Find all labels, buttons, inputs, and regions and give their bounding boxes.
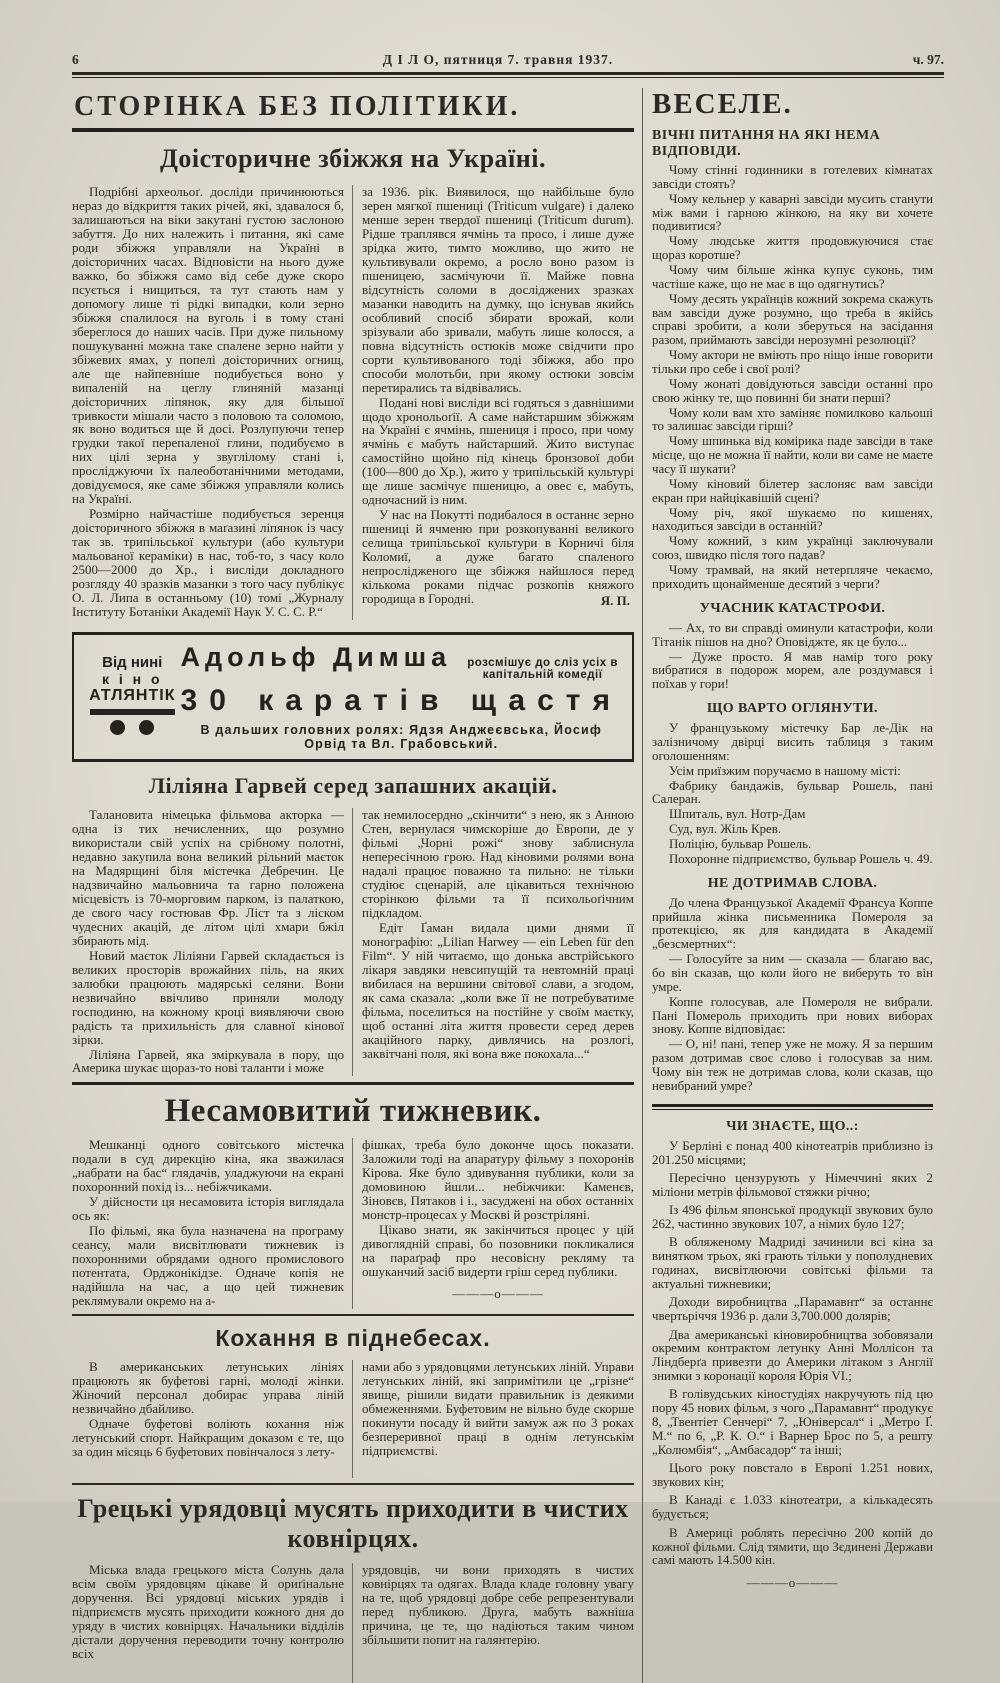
- article-harvey: [72, 773, 634, 1085]
- paragraph: Новий маєток Ліліяни Гарвей складається із великих просторів врожайних піль, на яких залюбки працюють мадярські селяни. Вони незвичайно ввічливо приняли молоду господиню, на кожному кроці виявляючи свою радість та прихильність для славної кінової зірки.: [72, 949, 344, 1047]
- article-weekly-title: Несамовитий тижневик.: [72, 1093, 634, 1130]
- ad-venue-bar: [90, 709, 175, 715]
- cinema-ad-venue: [84, 654, 181, 740]
- paragraph: Коппе голосував, але Помероля не вибрали. Пані Помероль приходить при нових виборах знову. Коппе відповідає:: [652, 996, 933, 1038]
- article-grain-col2: [352, 185, 634, 620]
- paragraph: Подані нові висліди всі годяться з давнішими щодо хронольоґії. А саме найстаршим збіжжям на Україні є ячмінь, пшениця і просо, при чому ячмінь є мабуть найстарший. Жито виступає самостійно щойно під кінець бронзової доби (100—800 до Хр.), жито у трипільській культурі ще лише засмічує пшеницю, а овес є, мабуть, одночасний із ним.: [362, 396, 634, 508]
- paragraph: До члена Французької Академії Франсуа Коппе прийшла жінка письменника Помероля за протекцією, як для кандидата в Академії „безсмертних“:: [652, 897, 933, 952]
- paragraph: В голівудських кіностудіях накручують під цю пору 45 нових фільм, з чого „Парамавнт“ продукує 8, „Твентіет Сенчері“ 7, „Юніверсал“ і „Метро Ґ. М.“ по 6, „Р. К. О.“ і Варнер Брос по 5, а решту „Колюмбія“, „Амбасадор“ та інші;: [652, 1388, 933, 1457]
- article-weekly-col1: [72, 1138, 352, 1309]
- paragraph: Чому трамвай, на який нетерпляче чекаємо, приходить щонайменше десятий з черги?: [652, 564, 933, 592]
- article-harvey-col1: [72, 808, 352, 1076]
- paragraph: По фільмі, яка була назначена на програму сеансу, мали висвітлювати тижневик із похоронними обрядами одного промислового потентата, Орджонікідзе. Одначе копія не надійшла на час, а що цей тижневик реклямували окремо на а-: [72, 1224, 344, 1308]
- paragraph: за 1936. рік. Виявилося, що найбільше було зерен мягкої пшениці (Triticum vulgare) і далеко менше зерен твердої пшениці (Triticum durum). Рідше траплявся ячмінь та просо, і лише дуже зрідка жито, тимто можливо, що жито не культивували окремо, а росло воно разом із пшеницею, засмічуючи її. Майже повна відсутність соломи в досліджених зразках мазанки наводить на думку, що існував якийсь особливий спосіб збирати врожай, коли зрізували або зривали, мабуть лише колосся, а повна відсутність остюків може свідчити про сорти культивованого тоді збіжжя, або про способи молотьби, при якому остюки зовсім перетирались та відвівались.: [362, 185, 634, 395]
- paragraph: Суд, вул. Жіль Крев.: [652, 823, 933, 837]
- paragraph: — Дуже просто. Я мав намір того року вибратися в подорож морем, але роздумався і поїхав у гори!: [652, 651, 933, 693]
- paragraph: фішках, треба було доконче щось показати. Заложили тоді на апаратуру фільму з похоронів Кірова. Яке було здивування публики, коли за домовиною йшли... небіжчики: Каменєв, Зіновєв, Пятаков і і., засуджені на обох останніх монстр-процесах у Москві й розстріляні.: [362, 1138, 634, 1222]
- article-love-title: Кохання в піднебесах.: [72, 1325, 634, 1352]
- ad-dot-icon: [110, 720, 125, 735]
- left-section: [72, 88, 634, 1683]
- eternal-questions-list: [652, 164, 933, 592]
- paragraph: так немилосердно „скінчити“ з нею, як з Анною Стен, вернулася чимскоріше до Европи, де у фільмі „Чорні рожі“ знову заблиснула непересічною грою. Над кіновими ролями вона надалі працює поважно та пильно: не тільки студіює сценарій, але цікавиться технічною сторінкою фільми та її психольоґічним підкладом.: [362, 808, 634, 920]
- did-you-know-title: ЧИ ЗНАЄТЕ, ЩО..:: [652, 1119, 933, 1135]
- paragraph: Розмірно найчастіше подибується зеренця доісторичного збіжжя в маґазині ліпянок із часу так зв. трипільської культури (або культури мальованої кераміки) в нас, тоб-то, з часу коло 2500—2000 до Хр., і висліди докладного розгляду 40 зразків мазанки з того часу публікує О. Л. Липа в останньому (10) томі „Журналу Інституту Ботаніки Академії Наук У. С. С. Р.“: [72, 507, 344, 619]
- paragraph: Цікаво знати, як закінчиться процес у цій дивоглядній справі, бо позовники покликалися на параґраф про несовісну рекляму та ошуканчий засіб видерти гріш серед публики.: [362, 1223, 634, 1279]
- paragraph: Чому стінні годинники в готелевих кімнатах завсіди стоять?: [652, 164, 933, 192]
- article-greek-columns: [72, 1563, 634, 1683]
- masthead: Д І Л О, пятниця 7. травня 1937.: [142, 52, 854, 68]
- catastrophe-text: [652, 622, 933, 692]
- o-divider: ———о———: [652, 1575, 933, 1591]
- eternal-questions-title: ВІЧНІ ПИТАННЯ НА ЯКІ НЕМА ВІДПОВІДИ.: [652, 128, 933, 160]
- paragraph: нами або з урядовцями летунських ліній. Управи летунських ліній, які запримітили це „грізне“ явище, рішили видати правильник із деякими обмеженнями. Буфетовим не вільно буде скорше покинути посаду й вийти замуж аж по 3 роках безпереривної праці в однім летунськім підприємстві.: [362, 1360, 634, 1458]
- paragraph: У нас на Покутті подибалося в останнє зерно пшениці й ячменю при розкопуванні великого селища трипільської культури в Корничі біля Коломиї, а дуже багато спаленого непрослідженого ще збіжжя найшлося перед кількома роками підчас розкопів княжого городища в Городні.: [362, 508, 634, 606]
- did-you-know-story: [652, 1119, 933, 1592]
- cinema-ad: [72, 632, 634, 762]
- ad-star-name: Адольф Димша: [181, 642, 452, 673]
- paragraph: Чому кожний, з ким українці заключували союз, швидко після того падав?: [652, 535, 933, 563]
- issue-number: ч. 97.: [854, 52, 944, 68]
- broken-word-text: [652, 897, 933, 1094]
- paragraph: Чому кіновий білетер заслоняє вам завсіди екран при найцікавішій сцені?: [652, 478, 933, 506]
- article-weekly-columns: [72, 1138, 634, 1309]
- worth-seeing-text: [652, 722, 933, 867]
- ad-dot-icon: [139, 720, 154, 735]
- article-weekly-col2-text: [362, 1138, 634, 1279]
- left-section-title: СТОРІНКА БЕЗ ПОЛІТИКИ.: [72, 88, 634, 128]
- paragraph: Одначе буфетові воліють кохання ніж летунський спорт. Найкращим доказом є те, що за один місяць 6 буфетових повінчалося з лету-: [72, 1417, 344, 1459]
- paragraph: Талановита німецька фільмова акторка — одна із тих нечисленних, що розумно використали свій успіх на срібному полотні, недавно закупила вона великий рільний маєток на Мадярщині біля містечка Дебречин. Це надзвичайно мальовнича та гарно положена місцевість із 70-морговим парком, із палаткою, де свого часу гостював Фр. Ліст та з ліском чудесних акацій, де літом цілі хмари бжіл збирають мід.: [72, 808, 344, 948]
- paragraph: Чому жонаті довідуються завсіди останні про свою жінку те, що повинні би знати перші?: [652, 378, 933, 406]
- header-rule: [72, 72, 944, 78]
- paragraph: Два американські кіновиробництва зобовязали окремим контрактом летунку Анні Моллісон та Ліндберґа привезти до Америки літаком з Англії знимки з коронації короля Юрія VI.;: [652, 1329, 933, 1384]
- article-grain-col2-text: [362, 185, 634, 606]
- article-greek-col2: [352, 1563, 634, 1683]
- paragraph: Чому річ, якої шукаємо по кишенях, находиться завсіди в останній?: [652, 507, 933, 535]
- article-separator-rule: [72, 1483, 634, 1485]
- article-separator-rule: [72, 1082, 634, 1085]
- right-section-rule: [652, 1104, 933, 1110]
- paragraph: Едіт Ґаман видала цими днями її монографію: „Lilian Harwey — ein Leben für den Film“. У ній читаємо, що донька австрійського лікаря завдяки невсипущій та невтомній праці вибилася на вершини світової слави, а згодом, як сама сказала: „коли вже її не потребуватиме фільма, поселиться на постійне у своїм маєтку, щоб останні літа життя провести серед дерев акаційного парку, дивлячись на розлогі, заквітчані поля, які вона вже покохала...“: [362, 921, 634, 1061]
- ad-venue-line2: к і н о: [84, 671, 181, 687]
- article-grain-byline: Я. П.: [362, 593, 634, 609]
- article-greek-col1: [72, 1563, 352, 1683]
- paragraph: Шпиталь, вул. Нотр-Дам: [652, 808, 933, 822]
- page-number: 6: [72, 52, 142, 68]
- catastrophe-title: УЧАСНИК КАТАСТРОФИ.: [652, 601, 933, 617]
- right-section-title: ВЕСЕЛЕ.: [652, 88, 933, 121]
- ad-venue-line3: АТЛЯНТІК: [84, 687, 181, 705]
- article-love-columns: [72, 1360, 634, 1478]
- right-section: [642, 88, 933, 1683]
- paragraph: Цього року повстало в Европі 1.251 нових, звукових кін;: [652, 1462, 933, 1490]
- worth-seeing-story: [652, 701, 933, 867]
- article-greek: [72, 1494, 634, 1683]
- article-harvey-columns: [72, 808, 634, 1076]
- paragraph: У Берліні є понад 400 кінотеатрів приблизно із 201.250 місцями;: [652, 1140, 933, 1168]
- article-grain: [72, 144, 634, 620]
- ad-venue-line1: Від нині: [84, 654, 181, 671]
- cinema-ad-main: [181, 642, 622, 751]
- broken-word-title: НЕ ДОТРИМАВ СЛОВА.: [652, 876, 933, 892]
- paragraph: Доходи виробництва „Парамавнт“ за останнє чвертьріччя 1936 р. дали 3,700.000 долярів;: [652, 1296, 933, 1324]
- article-separator-rule: [72, 1314, 634, 1316]
- paragraph: В Америці роблять пересічно 200 копій до кожної фільми. Слід тямити, що Зєдинені Держави самі мають 14.500 кін.: [652, 1527, 933, 1569]
- paragraph: — О, ні! пані, тепер уже не можу. Я за першим разом дотримав своє слово і голосував за ним. Чому він теж не дотримав слова, коли сказав, що невибраний умре?: [652, 1038, 933, 1093]
- cinema-ad-row1: [181, 642, 622, 681]
- article-weekly: [72, 1093, 634, 1316]
- catastrophe-story: [652, 601, 933, 692]
- article-love-col2: [352, 1360, 634, 1478]
- eternal-questions: [652, 128, 933, 592]
- ad-venue-dots: [84, 720, 181, 740]
- paragraph: Із 496 фільм японської продукції звукових було 262, частинно звукових 107, а німих було 127;: [652, 1204, 933, 1232]
- paragraph: Чому чим більше жінка купує суконь, тим частіше каже, що не має в що одягнутись?: [652, 264, 933, 292]
- article-grain-col1: [72, 185, 352, 620]
- article-harvey-title: Ліліяна Гарвей серед запашних акацій.: [72, 773, 634, 799]
- paragraph: Пересічно цензурують у Німеччині яких 2 міліони метрів фільмової стяжки річно;: [652, 1172, 933, 1200]
- worth-seeing-title: ЩО ВАРТО ОГЛЯНУТИ.: [652, 701, 933, 717]
- paragraph: Подрібні археольоґ. досліди причинюються нераз до відкриття таких річей, які, здавалося б, залишаються на віки закутані густою заслоною забуття. До них належить і питання, які саме роди збіжжя управляли на Україні в доісторичних часах. Відповісти на нього дуже важко, бо збіжжя само від себе дуже скоро псується і нищиться, та тут стають нам у допомогу лише ті рідкі випадки, коли зерно збіжжя спалилося на вуголь і в тому стані збереглося до наших часів. При дуже пильному пошукуванні можна таке спалене зерно найти у збіжевих ямах, у попелі доісторичних огнищ, але ще найпевніше подибується воно у випаленій на цеглу глиняній мазанці доісторичних ліпянок, яку для більшої тривкости мішали часто з половою та соломою, як воно водиться ще й досі. Розлупуючи тепер грудки такої перепаленої глини, подибуємо в них цілі зерна у звуглілому стані і, просліджуючи їх палеоботанічними методами, довідуємося, яке саме збіжжя управляли колись на Україні.: [72, 185, 344, 506]
- ad-film-title: 30 каратів щастя: [181, 684, 622, 718]
- paragraph: Поліцію, бульвар Рошель.: [652, 838, 933, 852]
- article-love: [72, 1325, 634, 1485]
- page-header: [72, 52, 944, 68]
- paragraph: — Ах, то ви справді оминули катастрофи, коли Тітанік пішов на дно? Оповіджте, як це було...: [652, 622, 933, 650]
- paragraph: — Голосуйте за ним — сказала — благаю вас, бо він сказав, що коли його не виберуть то він умре.: [652, 953, 933, 995]
- paragraph: Чому коли вам хто заміняє помилково кальоші то залишає завсіди гірші?: [652, 407, 933, 435]
- paragraph: Чому шпинька від комірика паде завсіди в таке місце, що не можна її найти, коли ви саме не маєте часу її шукати?: [652, 435, 933, 477]
- paragraph: В обляженому Мадриді зачинили всі кіна за винятком трьох, які грають тільки у пополудневих годинах, висвітлюючи совітські фільми та актуальні тижневики;: [652, 1236, 933, 1291]
- page-inner: [72, 52, 944, 1683]
- article-grain-columns: [72, 185, 634, 620]
- paragraph: В американських летунських лініях працюють як буфетові гарні, молоді жінки. Жіночий персонал добирає управа ліній незвичайно дбайливо.: [72, 1360, 344, 1416]
- paragraph: В Канаді є 1.033 кінотеатри, а кількадесять будується;: [652, 1494, 933, 1522]
- article-love-col1: [72, 1360, 352, 1478]
- paragraph: У французькому містечку Бар ле-Дік на залізничому двірці висить таблиця з таким оголошенням:: [652, 722, 933, 764]
- paragraph: Чому кельнер у каварні завсіди мусить станути між вами і гарною жінкою, на яку ви хочете подивитися?: [652, 193, 933, 235]
- paragraph: Чому людське життя продовжуючися стає щораз коротше?: [652, 235, 933, 263]
- paragraph: Чому десять українців кожний зокрема скажуть вам завсіди дуже розумно, що треба в якійсь справі зробити, а коли зберуться на засідання разом, приймають завсіди нерозумні резолюції?: [652, 293, 933, 348]
- paragraph: Похоронне підприємство, бульвар Рошель ч. 49.: [652, 853, 933, 867]
- article-weekly-col2: [352, 1138, 634, 1309]
- ad-tagline: розсмішує до сліз усіх в капітальній комедії: [463, 657, 622, 681]
- page-content: [72, 88, 944, 1683]
- paragraph: Фабрику бандажів, бульвар Рошель, пані Салеран.: [652, 780, 933, 808]
- section-title-rule: [72, 128, 634, 132]
- article-grain-title: Доісторичне збіжжя на Україні.: [72, 144, 634, 174]
- broken-word-story: [652, 876, 933, 1094]
- paragraph: Мешканці одного совітського містечка подали в суд дирекцію кіна, яка зважилася „набрати на бас“ глядачів, уладжуючи на екрані похоронний похід із... небіжчиками.: [72, 1138, 344, 1194]
- paragraph: Чому актори не вміють про ніщо інше говорити тільки про себе і свої ролі?: [652, 349, 933, 377]
- paragraph: урядовців, чи вони приходять в чистих ковнірцях та одягах. Влада кладе головну увагу на те, щоб урядовці добре себе репрезентували перед публикою. Друга, мабуть важніша причина, це те, що надіються таким чином збільшити попит на галянтерію.: [362, 1563, 634, 1647]
- did-you-know-text: [652, 1140, 933, 1569]
- ad-cast-line: В дальших головних ролях: Ядзя Анджеєвська, Йосиф Орвід та Вл. Грабовський.: [181, 723, 622, 751]
- paragraph: Ліліяна Гарвей, яка зміркувала в пору, що Америка шукає щораз-то нові таланти і може: [72, 1048, 344, 1076]
- article-greek-title: Грецькі урядовці мусять приходити в чистих ковнірцях.: [72, 1494, 634, 1554]
- article-harvey-col2: [352, 808, 634, 1076]
- paragraph: Міська влада грецького міста Солунь дала всім своїм урядовцям цікаве й ориґінальне доручення. Всі урядовці міських урядів і підприємств мусять приходити кожного дня до уряду в чистих ковнірцях. Начальники відділів дістали доручення переводити точну контролю всіх: [72, 1563, 344, 1661]
- paragraph: Усім приїзжим поручаємо в нашому місті:: [652, 765, 933, 779]
- o-divider: ———о———: [362, 1286, 634, 1302]
- paragraph: У дійсности ця несамовита історія виглядала ось як:: [72, 1195, 344, 1223]
